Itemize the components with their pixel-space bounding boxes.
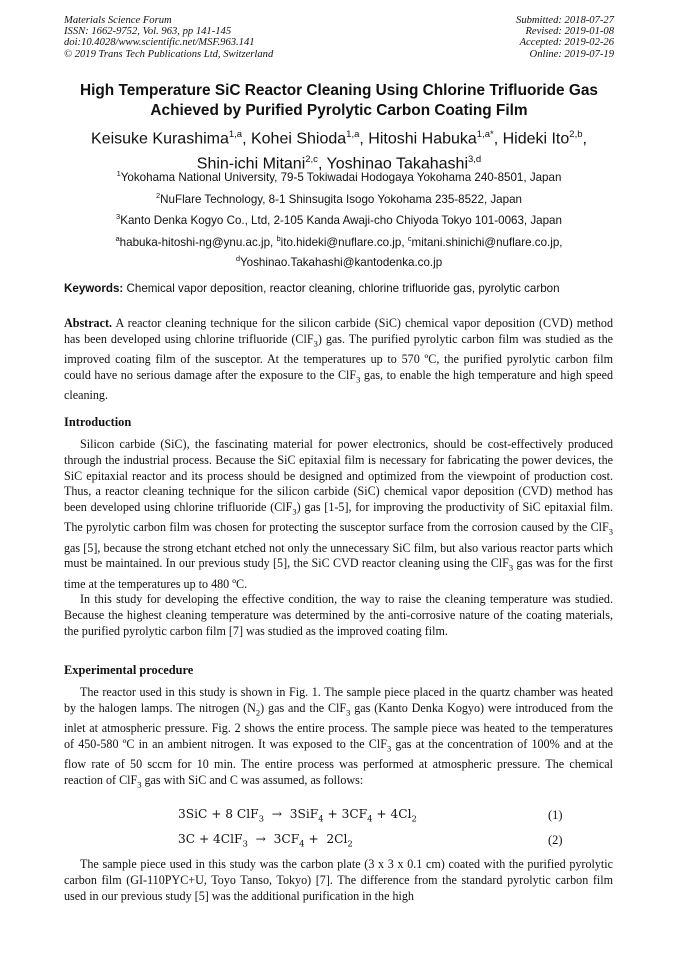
- title-line: High Temperature SiC Reactor Cleaning Using Chlorine Trifluoride Gas: [80, 82, 598, 99]
- paragraph: In this study for developing the effective condition, the way to raise the cleaning temperature was studied. Because the highest cleaning temperature was determined by the anti-corrosive nature of the coating materials, the purified pyrolytic carbon film [7] was studied as the improved coating film.: [64, 592, 613, 638]
- equation-2: [178, 832, 353, 849]
- issn: ISSN: 1662-9752, Vol. 963, pp 141-145: [64, 26, 232, 38]
- subscript: 2: [347, 839, 353, 850]
- paragraph: The sample piece used in this study was the carbon plate (3 x 3 x 0.1 cm) coated with the purified pyrolytic carbon film (GI-110PYC+U, Toyo Tanso, Tokyo) [7]. The difference from the standard pyrolytic carbon film used in our previous study [5] was the additional purification in the high: [64, 857, 613, 903]
- author-sep: ,: [317, 155, 327, 173]
- abstract-text: gas, to enable the high temperature and high speed cleaning.: [64, 367, 613, 402]
- subscript: 4: [318, 814, 324, 825]
- author-sup: 1,a: [346, 129, 360, 140]
- subscript: 3: [346, 707, 351, 718]
- journal-header-right: [516, 15, 614, 60]
- journal-header-left: [64, 15, 273, 60]
- author-name: Shin-ichi Mitani: [196, 155, 306, 173]
- affiliation-text: NuFlare Technology, 8-1 Shinsugita Isogo Yokohama 235-8522, Japan: [160, 192, 522, 206]
- experimental-body: [64, 685, 613, 793]
- journal-name: Materials Science Forum: [64, 15, 172, 26]
- revised-date: Revised: 2019-01-08: [525, 26, 614, 38]
- email-sup: b: [276, 234, 281, 243]
- title-line: Achieved by Purified Pyrolytic Carbon Coating Film: [150, 102, 528, 119]
- equation-1: [178, 807, 417, 824]
- author-sup: 2,c: [305, 154, 318, 166]
- author-sep: ,: [582, 130, 587, 148]
- author-name: Hideki Ito: [502, 130, 570, 148]
- affiliation-1: [40, 166, 638, 186]
- reaction-arrow: →: [247, 832, 274, 846]
- paragraph-text: The reactor used in this study is shown in Fig. 1. The sample piece placed in the quartz chamber was heated by the halogen lamps. The nitrogen (N: [64, 685, 613, 715]
- paragraph-text: gas (Kanto Denka Kogyo) were introduced from the inlet at atmospheric pressure. Fig. 2 shows the entire process. The sample piece was heated to the temperatures of 450-580 ºC in an ambient nitrogen. It was exposed to the ClF: [64, 700, 613, 751]
- equation-text: 3C + 4ClF: [178, 832, 243, 846]
- section-heading-experimental: Experimental procedure: [64, 663, 194, 677]
- email-link[interactable]: Yoshinao.Takahashi@kantodenka.co.jp: [240, 255, 443, 269]
- affiliation-sup: 2: [156, 191, 161, 200]
- reaction-arrow: →: [264, 807, 290, 821]
- author-sep: ,: [493, 130, 503, 148]
- author-sep: ,: [359, 130, 369, 148]
- equation-text: + 3CF: [323, 807, 368, 821]
- experimental-body-continued: [64, 857, 613, 904]
- email-line-2: [40, 251, 638, 271]
- section-heading-introduction: Introduction: [64, 415, 132, 429]
- abstract-text: A reactor cleaning technique for the silicon carbide (SiC) chemical vapor deposition (CVD) method has been developed using chlorine trifluoride (ClF: [64, 316, 613, 346]
- author-sep: ,: [242, 130, 251, 148]
- author-emails: [40, 231, 638, 271]
- subscript: 3: [356, 374, 361, 385]
- subscript: 3: [292, 506, 297, 517]
- equation-text: 3SiF: [289, 807, 319, 821]
- affiliation-text: Yokohama National University, 79-5 Tokiwadai Hodogaya Yokohama 240-8501, Japan: [120, 170, 562, 184]
- keywords-label: Keywords:: [64, 282, 124, 295]
- paragraph: [64, 437, 613, 592]
- email-link[interactable]: ito.hideki@nuflare.co.jp,: [280, 235, 408, 249]
- equation-number: (1): [548, 808, 563, 822]
- subscript: 3: [242, 839, 248, 850]
- subscript: 2: [411, 814, 417, 825]
- subscript: 3: [386, 743, 392, 754]
- paragraph-text: gas [5], because the strong etchant etched not only the unnecessary SiC film, but also various reactor parts which must be maintained. In our previous study [5], the SiC CVD reactor cleaning using the ClF: [64, 540, 613, 571]
- email-link[interactable]: habuka-hitoshi-ng@ynu.ac.jp,: [119, 235, 277, 249]
- author-name: Yoshinao Takahashi: [326, 155, 468, 173]
- affiliation-text: Kanto Denka Kogyo Co., Ltd, 2-105 Kanda Awaji-cho Chiyoda Tokyo 101-0063, Japan: [120, 213, 562, 227]
- abstract-label: Abstract.: [64, 316, 113, 330]
- author-line-1: [40, 124, 638, 149]
- online-date: Online: 2019-07-19: [529, 48, 614, 60]
- author-name: Keisuke Kurashima: [91, 130, 229, 148]
- author-sup: 1,a*: [476, 129, 494, 140]
- abstract-text: ) gas. The purified pyrolytic carbon film was studied as the improved coating film of the susceptor. At the temperatures up to 570 ºC, the purified pyrolytic carbon film could have no serious damage after the exposure to the ClF: [64, 331, 613, 382]
- paragraph-text: Silicon carbide (SiC), the fascinating material for power electronics, should be cost-effectively produced through the industrial process. Because the SiC epitaxial film is necessary for fabricating the power devices, the SiC epitaxial reactor and its process should be designed and optimized from the viewpoint of production cost. Thus, a reactor cleaning technique for the silicon carbide (SiC) chemical vapor deposition (CVD) method has been developed using chlorine trifluoride (ClF: [64, 437, 613, 515]
- equation-text: + 2Cl: [304, 832, 348, 846]
- keywords-text: Chemical vapor deposition, reactor cleaning, chlorine trifluoride gas, pyrolytic carbon: [123, 282, 560, 295]
- author-name: Hitoshi Habuka: [368, 130, 477, 148]
- email-link[interactable]: mitani.shinichi@nuflare.co.jp,: [411, 235, 563, 249]
- email-sup: c: [407, 234, 412, 243]
- doi: doi:10.4028/www.scientific.net/MSF.963.141: [64, 37, 255, 49]
- author-name: Kohei Shioda: [250, 130, 347, 148]
- affiliation-sup: 3: [116, 212, 121, 221]
- email-line-1: [40, 231, 638, 251]
- equation-text: + 4Cl: [372, 807, 412, 821]
- email-sup: d: [235, 253, 241, 263]
- subscript: 3: [313, 338, 318, 349]
- affiliation-sup: 1: [116, 169, 121, 178]
- paragraph-text: ) gas [1-5], for improving the productivity of SiC epitaxial film. The pyrolytic carbon film was chosen for protecting the susceptor surface from the corrosion caused by the ClF: [64, 500, 613, 535]
- submitted-date: Submitted: 2018-07-27: [516, 15, 614, 26]
- email-sup: a: [115, 234, 120, 243]
- subscript: 3: [608, 526, 613, 537]
- subscript: 3: [137, 779, 142, 790]
- introduction-body: [64, 437, 613, 640]
- abstract: [64, 316, 613, 404]
- affiliation-3: [40, 209, 638, 229]
- accepted-date: Accepted: 2019-02-26: [519, 37, 614, 49]
- paragraph: [64, 685, 613, 793]
- subscript: 4: [367, 814, 373, 825]
- subscript: 4: [299, 839, 305, 850]
- keywords: [64, 281, 616, 296]
- paragraph-text: ) gas and the ClF: [260, 700, 347, 715]
- affiliation-2: [40, 188, 638, 208]
- author-sup: 3,d: [468, 154, 482, 166]
- equation-text: 3CF: [273, 832, 300, 846]
- equation-text: 3SiC + 8 ClF: [178, 807, 259, 821]
- paragraph-text: gas was for the first time at the temperatures up to 480 ºC.: [64, 556, 613, 591]
- paper-title: [40, 81, 638, 121]
- paragraph-text: gas with SiC and C was assumed, as follows:: [141, 772, 364, 787]
- subscript: 3: [508, 562, 514, 573]
- author-sup: 1,a: [228, 129, 243, 140]
- equation-number: (2): [548, 833, 563, 847]
- subscript: 3: [258, 814, 265, 825]
- subscript: 2: [255, 707, 261, 718]
- author-sup: 2,b: [569, 129, 583, 140]
- copyright: © 2019 Trans Tech Publications Ltd, Switzerland: [64, 48, 274, 60]
- paragraph-text: gas at the concentration of 100% and at the flow rate of 50 sccm for 10 min. The entire process was performed at atmospheric pressure. The chemical reaction of ClF: [64, 736, 614, 787]
